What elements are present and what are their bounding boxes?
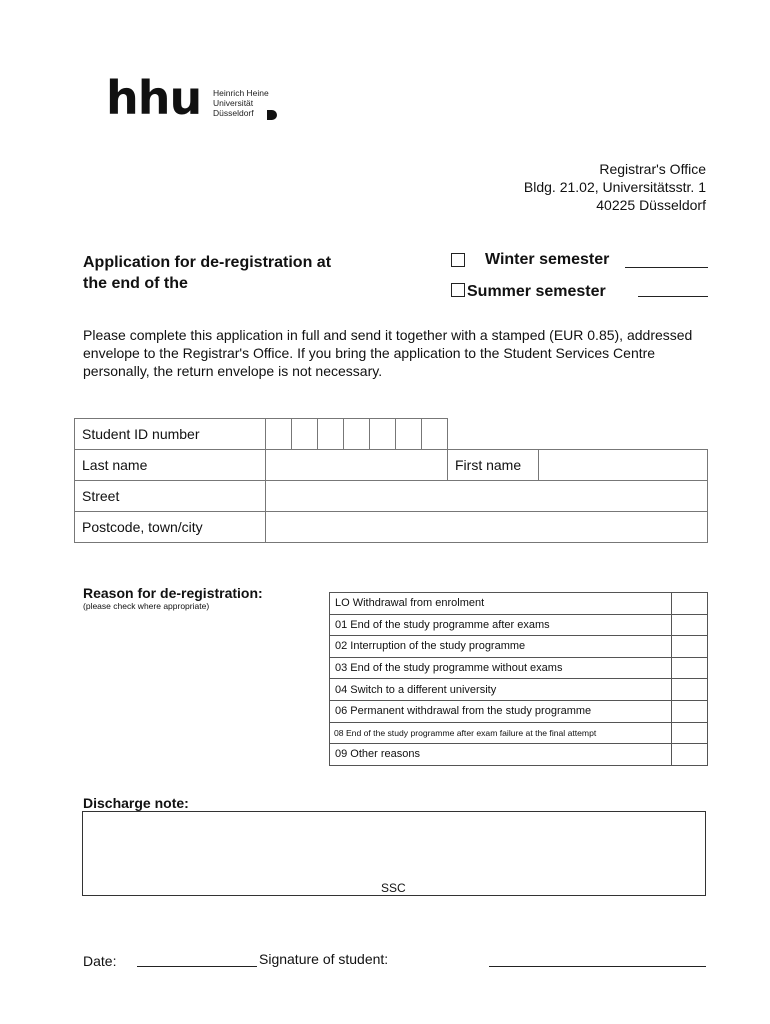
address-line-3: 40225 Düsseldorf <box>596 197 706 213</box>
winter-semester-label: Winter semester <box>485 251 610 268</box>
reason-checkbox[interactable] <box>672 657 708 679</box>
reason-checkbox[interactable] <box>672 679 708 701</box>
summer-semester-label: Summer semester <box>467 283 606 300</box>
postcode-field[interactable] <box>266 512 708 543</box>
registrar-address <box>446 160 706 214</box>
first-name-label: First name <box>448 450 539 481</box>
hhu-logo-wordmark: hhu <box>106 71 202 125</box>
address-line-2: Bldg. 21.02, Universitätsstr. 1 <box>523 179 706 195</box>
last-name-label: Last name <box>75 450 266 481</box>
student-id-label: Student ID number <box>75 419 266 450</box>
postcode-label: Postcode, town/city <box>75 512 266 543</box>
logo-subtitle <box>213 88 269 118</box>
reason-option: 02 Interruption of the study programme <box>330 636 672 658</box>
signature-line[interactable] <box>489 966 706 967</box>
signature-label: Signature of student: <box>259 951 389 967</box>
reason-row <box>330 614 708 636</box>
reason-hint: (please check where appropriate) <box>83 601 210 611</box>
reason-option: 06 Permanent withdrawal from the study programme <box>330 700 672 722</box>
logo-line-1: Heinrich Heine <box>213 88 269 98</box>
reason-row <box>330 593 708 615</box>
summer-semester-checkbox[interactable] <box>451 283 465 297</box>
student-info-table <box>74 418 708 543</box>
title-line-2: the end of the <box>83 275 188 292</box>
reason-checkbox[interactable] <box>672 614 708 636</box>
reason-row <box>330 700 708 722</box>
first-name-field[interactable] <box>539 450 708 481</box>
reason-row <box>330 679 708 701</box>
reason-option: 09 Other reasons <box>330 744 672 766</box>
street-field[interactable] <box>266 481 708 512</box>
reason-option: LO Withdrawal from enrolment <box>330 593 672 615</box>
logo-mark-icon <box>267 110 277 120</box>
reason-checkbox[interactable] <box>672 744 708 766</box>
reason-option: 03 End of the study programme without exams <box>330 657 672 679</box>
ssc-label: SSC <box>381 881 406 895</box>
reason-checkbox[interactable] <box>672 700 708 722</box>
reason-row <box>330 722 708 744</box>
student-id-digit[interactable] <box>370 419 396 450</box>
reason-checkbox[interactable] <box>672 636 708 658</box>
blank-area <box>448 419 708 450</box>
reason-heading: Reason for de-registration: <box>83 585 263 601</box>
reason-checkbox[interactable] <box>672 722 708 744</box>
winter-semester-line[interactable] <box>625 267 708 268</box>
logo-line-3: Düsseldorf <box>213 108 254 118</box>
summer-semester-line[interactable] <box>638 296 708 297</box>
instructions-text: Please complete this application in full and send it together with a stamped (EUR 0.85), addressed envelope to the Registrar's Office. If you bring the application to the Student Services Centre personally, the return envelope is not necessary. <box>83 327 693 379</box>
reason-row <box>330 636 708 658</box>
student-id-digit[interactable] <box>292 419 318 450</box>
reason-option: 01 End of the study programme after exams <box>330 614 672 636</box>
last-name-field[interactable] <box>266 450 448 481</box>
reason-option: 08 End of the study programme after exam failure at the final attempt <box>330 722 672 744</box>
street-label: Street <box>75 481 266 512</box>
student-id-digit[interactable] <box>266 419 292 450</box>
logo-line-2: Universität <box>213 98 254 108</box>
reason-option: 04 Switch to a different university <box>330 679 672 701</box>
reason-row <box>330 657 708 679</box>
discharge-heading: Discharge note: <box>83 795 189 811</box>
date-line[interactable] <box>137 966 257 967</box>
page-title <box>83 252 331 294</box>
reason-checkbox[interactable] <box>672 593 708 615</box>
winter-semester-checkbox[interactable] <box>451 253 465 267</box>
reason-table <box>329 592 708 766</box>
student-id-digit[interactable] <box>318 419 344 450</box>
address-line-1: Registrar's Office <box>599 161 706 177</box>
student-id-digit[interactable] <box>422 419 448 450</box>
title-line-1: Application for de-registration at <box>83 254 332 271</box>
student-id-digit[interactable] <box>344 419 370 450</box>
date-label: Date: <box>83 953 117 969</box>
student-id-digit[interactable] <box>396 419 422 450</box>
reason-row <box>330 744 708 766</box>
